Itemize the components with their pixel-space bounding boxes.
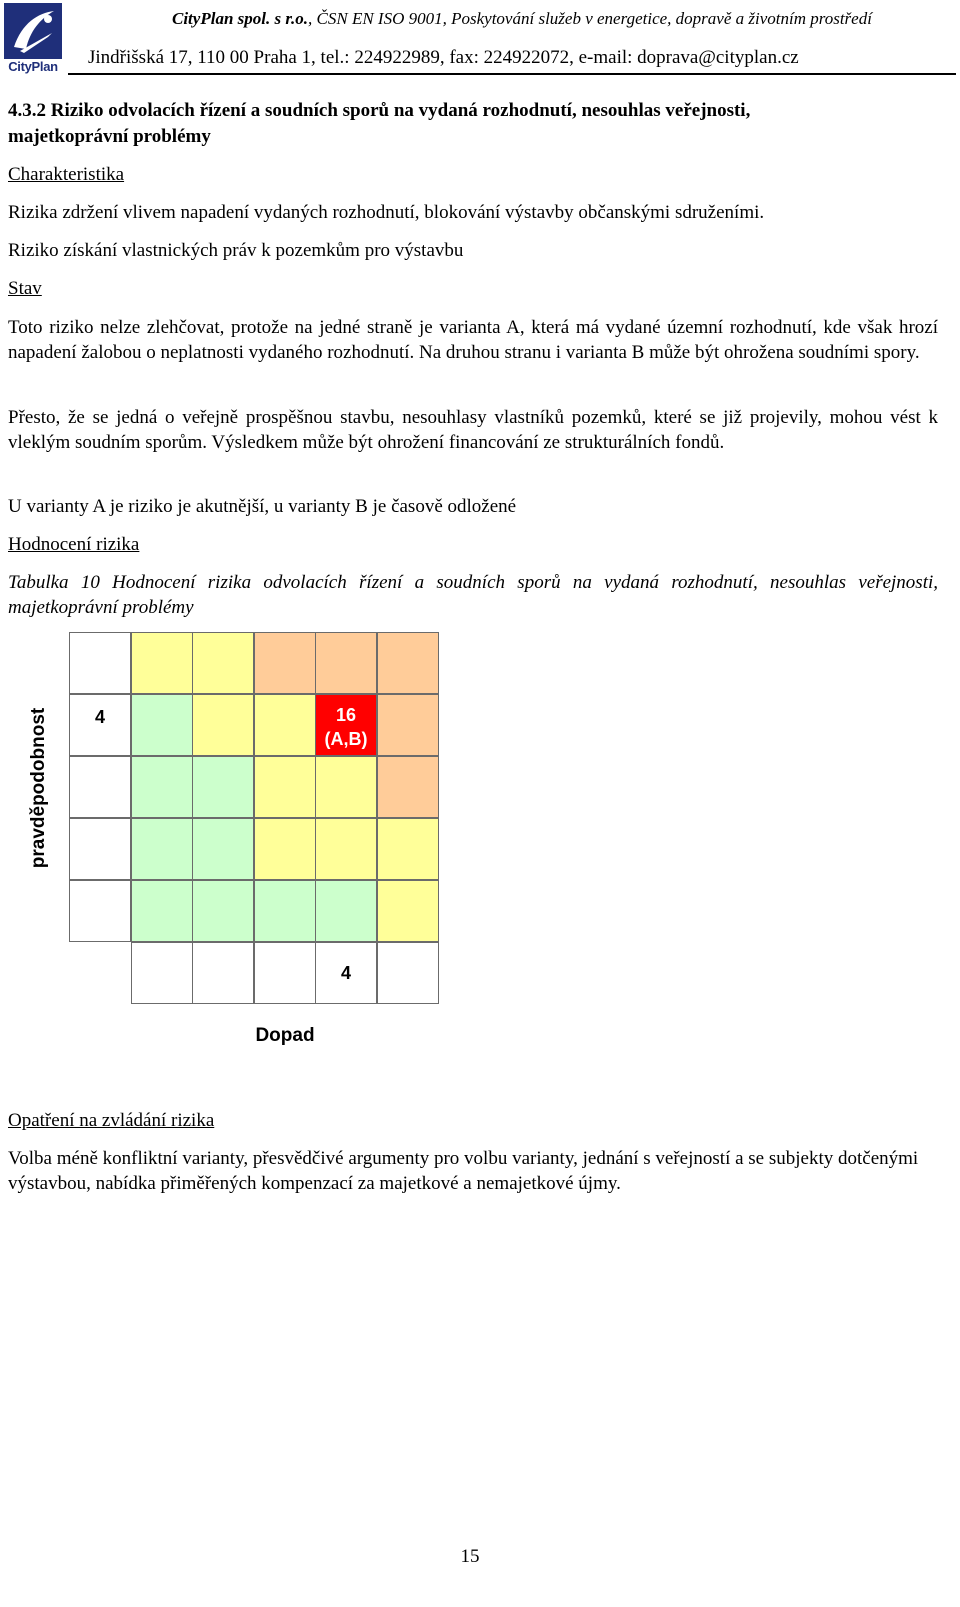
characteristics-heading: Charakteristika xyxy=(8,164,125,185)
matrix-cell xyxy=(192,942,254,1004)
matrix-cell xyxy=(254,756,316,818)
matrix-cell xyxy=(131,694,193,756)
assessment-heading: Hodnocení rizika xyxy=(8,534,140,555)
risk-matrix xyxy=(69,632,440,1006)
matrix-cell xyxy=(69,632,131,694)
matrix-cell xyxy=(315,632,377,694)
table-caption: Tabulka 10 Hodnocení rizika odvolacích řízení a soudních sporů na vydaná rozhodnutí, nesouhlas veřejnosti, majetkoprávní problémy xyxy=(8,572,938,618)
matrix-cell xyxy=(131,942,193,1004)
state-paragraph-2: Přesto, že se jedná o veřejně prospěšnou stavbu, nesouhlasy vlastníků pozemků, které se již projevily, mohou vést k vleklým soudním sporům. Výsledkem může být ohrožení financování ze strukturálních fondů. xyxy=(8,407,938,453)
measures-text: Volba méně konfliktní varianty, přesvědčivé argumenty pro volbu varianty, jednání s veřejností a se subjekty dotčenými výstavbou, nabídka přiměřených kompenzací za majetkové a nemajetkové újmy. xyxy=(8,1148,919,1194)
matrix-cell xyxy=(192,632,254,694)
matrix-cell xyxy=(315,818,377,880)
state-heading: Stav xyxy=(8,278,42,299)
matrix-cell xyxy=(377,632,439,694)
header-divider xyxy=(68,73,956,75)
matrix-cell xyxy=(377,694,439,756)
section-title-line-2: majetkoprávní problémy xyxy=(8,126,211,147)
matrix-cell xyxy=(69,880,131,942)
matrix-cell xyxy=(377,942,439,1004)
row-label-4: 4 xyxy=(69,694,131,756)
company-description: , ČSN EN ISO 9001, Poskytování služeb v energetice, dopravě a životním prostředí xyxy=(308,9,872,28)
x-axis-label: Dopad xyxy=(255,1025,315,1046)
header-contact: Jindřišská 17, 110 00 Praha 1, tel.: 224922989, fax: 224922072, e-mail: doprava@cityplan.cz xyxy=(88,47,799,68)
section-title-line-1: 4.3.2 Riziko odvolacích řízení a soudních sporů na vydaná rozhodnutí, nesouhlas veřejnosti, xyxy=(8,100,751,121)
y-axis-label: pravděpodobnost xyxy=(28,707,49,869)
measures-heading: Opatření na zvládání rizika xyxy=(8,1110,215,1131)
column-label-4: 4 xyxy=(315,942,377,1004)
matrix-cell xyxy=(131,880,193,942)
matrix-cell xyxy=(377,880,439,942)
matrix-cell xyxy=(192,694,254,756)
matrix-cell xyxy=(192,818,254,880)
matrix-cell xyxy=(131,818,193,880)
matrix-cell xyxy=(315,756,377,818)
matrix-cell xyxy=(131,632,193,694)
cityplan-logo xyxy=(4,3,62,75)
matrix-cell xyxy=(254,632,316,694)
characteristics-text-1: Rizika zdržení vlivem napadení vydaných rozhodnutí, blokování výstavby občanskými sdruženími. xyxy=(8,202,765,223)
matrix-cell xyxy=(254,880,316,942)
matrix-cell xyxy=(69,818,131,880)
risk-cell-16-ab: 16 (A,B) xyxy=(315,694,377,756)
matrix-cell xyxy=(192,880,254,942)
matrix-cell xyxy=(254,942,316,1004)
state-paragraph-3: U varianty A je riziko je akutnější, u varianty B je časově odložené xyxy=(8,496,517,517)
logo-text: CityPlan xyxy=(8,59,58,74)
state-paragraph-1: Toto riziko nelze zlehčovat, protože na jedné straně je varianta A, která má vydané územní rozhodnutí, kde však hrozí napadení žalobou o neplatnosti vydaného rozhodnutí. Na druhou stranu i varianta B může být ohrožena soudními spory. xyxy=(8,317,938,363)
header-line-1 xyxy=(172,9,872,29)
characteristics-text-2: Riziko získání vlastnických práv k pozemkům pro výstavbu xyxy=(8,240,464,261)
company-name: CityPlan spol. s r.o. xyxy=(172,9,309,28)
page-number: 15 xyxy=(460,1546,480,1567)
matrix-cell xyxy=(254,694,316,756)
matrix-cell xyxy=(315,880,377,942)
matrix-cell xyxy=(254,818,316,880)
matrix-cell xyxy=(131,756,193,818)
matrix-cell xyxy=(192,756,254,818)
matrix-cell xyxy=(69,756,131,818)
page-header xyxy=(0,0,960,80)
logo-mark-icon xyxy=(4,3,62,59)
matrix-cell xyxy=(377,818,439,880)
matrix-cell xyxy=(377,756,439,818)
